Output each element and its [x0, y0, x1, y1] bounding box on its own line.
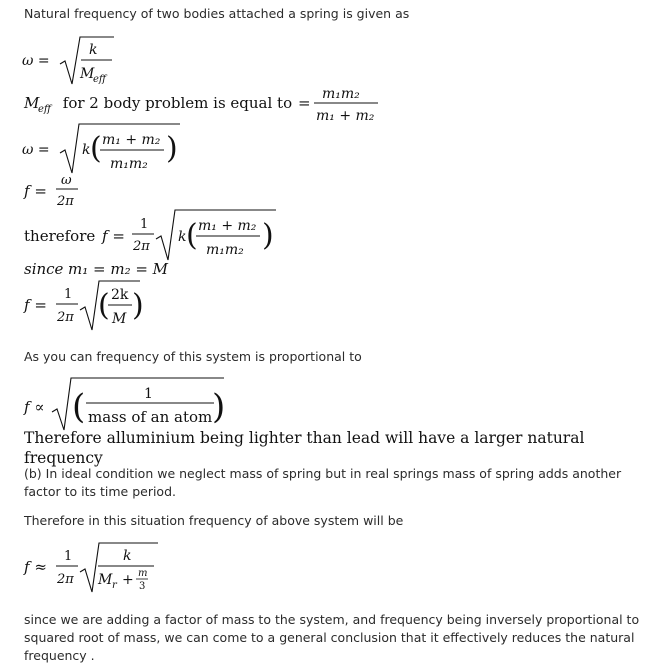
approx-three: 3 — [139, 581, 146, 592]
therefore-2pi: 2π — [133, 239, 150, 254]
intro-text: Natural frequency of two bodies attached a spring is given as — [24, 6, 410, 21]
omega2-num: m₁ + m₂ — [102, 132, 161, 148]
ffinal-one: 1 — [64, 287, 73, 302]
approx-one: 1 — [64, 549, 73, 564]
approx-equation — [22, 540, 172, 596]
meff-den: m₁ + m₂ — [316, 108, 375, 124]
omega-num: k — [89, 42, 98, 58]
omega2-lparen: ( — [90, 131, 102, 166]
f-lhs: f = — [24, 182, 47, 200]
therefore-rparen: ) — [262, 218, 274, 253]
approx-2pi: 2π — [57, 572, 74, 587]
therefore-lhs: f = — [102, 227, 125, 245]
since-expr: m₁ = m₂ = M — [68, 260, 169, 278]
therefore-equation — [22, 206, 292, 266]
meff-eq: = — [298, 94, 311, 112]
conclusion-text: Therefore alluminium being lighter than lead will have a larger natural frequency — [24, 429, 585, 467]
therefore-one: 1 — [140, 217, 149, 232]
approx-k: k — [123, 548, 132, 564]
prop-rparen: ) — [212, 387, 226, 427]
therefore-num: m₁ + m₂ — [198, 218, 257, 234]
approx-m: m — [138, 568, 148, 579]
meff-sub: eff — [38, 104, 52, 115]
f-den: 2π — [57, 194, 74, 209]
f-final-equation — [22, 278, 172, 334]
approx-plus: + — [122, 572, 134, 588]
approx-den-sub: r — [112, 580, 117, 591]
prop-lparen: ( — [72, 387, 86, 427]
therefore-den: m₁m₂ — [206, 242, 244, 258]
omega-den-sub: eff — [93, 74, 107, 85]
omega2-den: m₁m₂ — [110, 156, 148, 172]
therefore-situation-text: Therefore in this situation frequency of above system will be — [24, 513, 404, 528]
since-word: since — [24, 260, 64, 278]
omega2-k: k — [82, 142, 91, 158]
meff-sym: M — [24, 94, 40, 112]
final-text: since we are adding a factor of mass to the system, and frequency being inversely proportional to squared root of mass, we can come to a general conclusion that it effectively reduces the natural frequency . — [24, 612, 640, 663]
proportional-text: As you can frequency of this system is proportional to — [24, 349, 362, 364]
meff-num: m₁m₂ — [322, 86, 360, 102]
ffinal-lparen: ( — [98, 288, 110, 323]
prop-num: 1 — [144, 386, 153, 402]
proportional-equation — [22, 372, 242, 432]
therefore-lparen: ( — [186, 218, 198, 253]
omega-lhs: ω = — [22, 53, 50, 69]
omega-equation-2 — [22, 120, 192, 176]
omega-equation — [22, 32, 142, 88]
approx-den: M — [98, 572, 113, 588]
omega-den: M — [80, 66, 95, 82]
ffinal-lhs: f = — [24, 296, 47, 314]
part-b-text: (b) In ideal condition we neglect mass of spring but in real springs mass of spring adds another factor to its time period. — [24, 466, 622, 499]
meff-text: for 2 body problem is equal to — [58, 94, 297, 112]
approx-lhs: f ≈ — [24, 558, 47, 576]
prop-lhs: f ∝ — [24, 398, 45, 416]
since-equation — [22, 258, 222, 280]
therefore-word: therefore — [24, 227, 96, 245]
ffinal-2pi: 2π — [57, 310, 74, 325]
f-num: ω — [61, 173, 72, 188]
ffinal-num: 2k — [111, 287, 129, 303]
omega2-lhs: ω = — [22, 142, 50, 158]
ffinal-den: M — [112, 311, 127, 327]
ffinal-rparen: ) — [132, 288, 144, 323]
therefore-k: k — [178, 229, 187, 245]
omega2-rparen: ) — [166, 131, 178, 166]
prop-den: mass of an atom — [88, 408, 213, 426]
